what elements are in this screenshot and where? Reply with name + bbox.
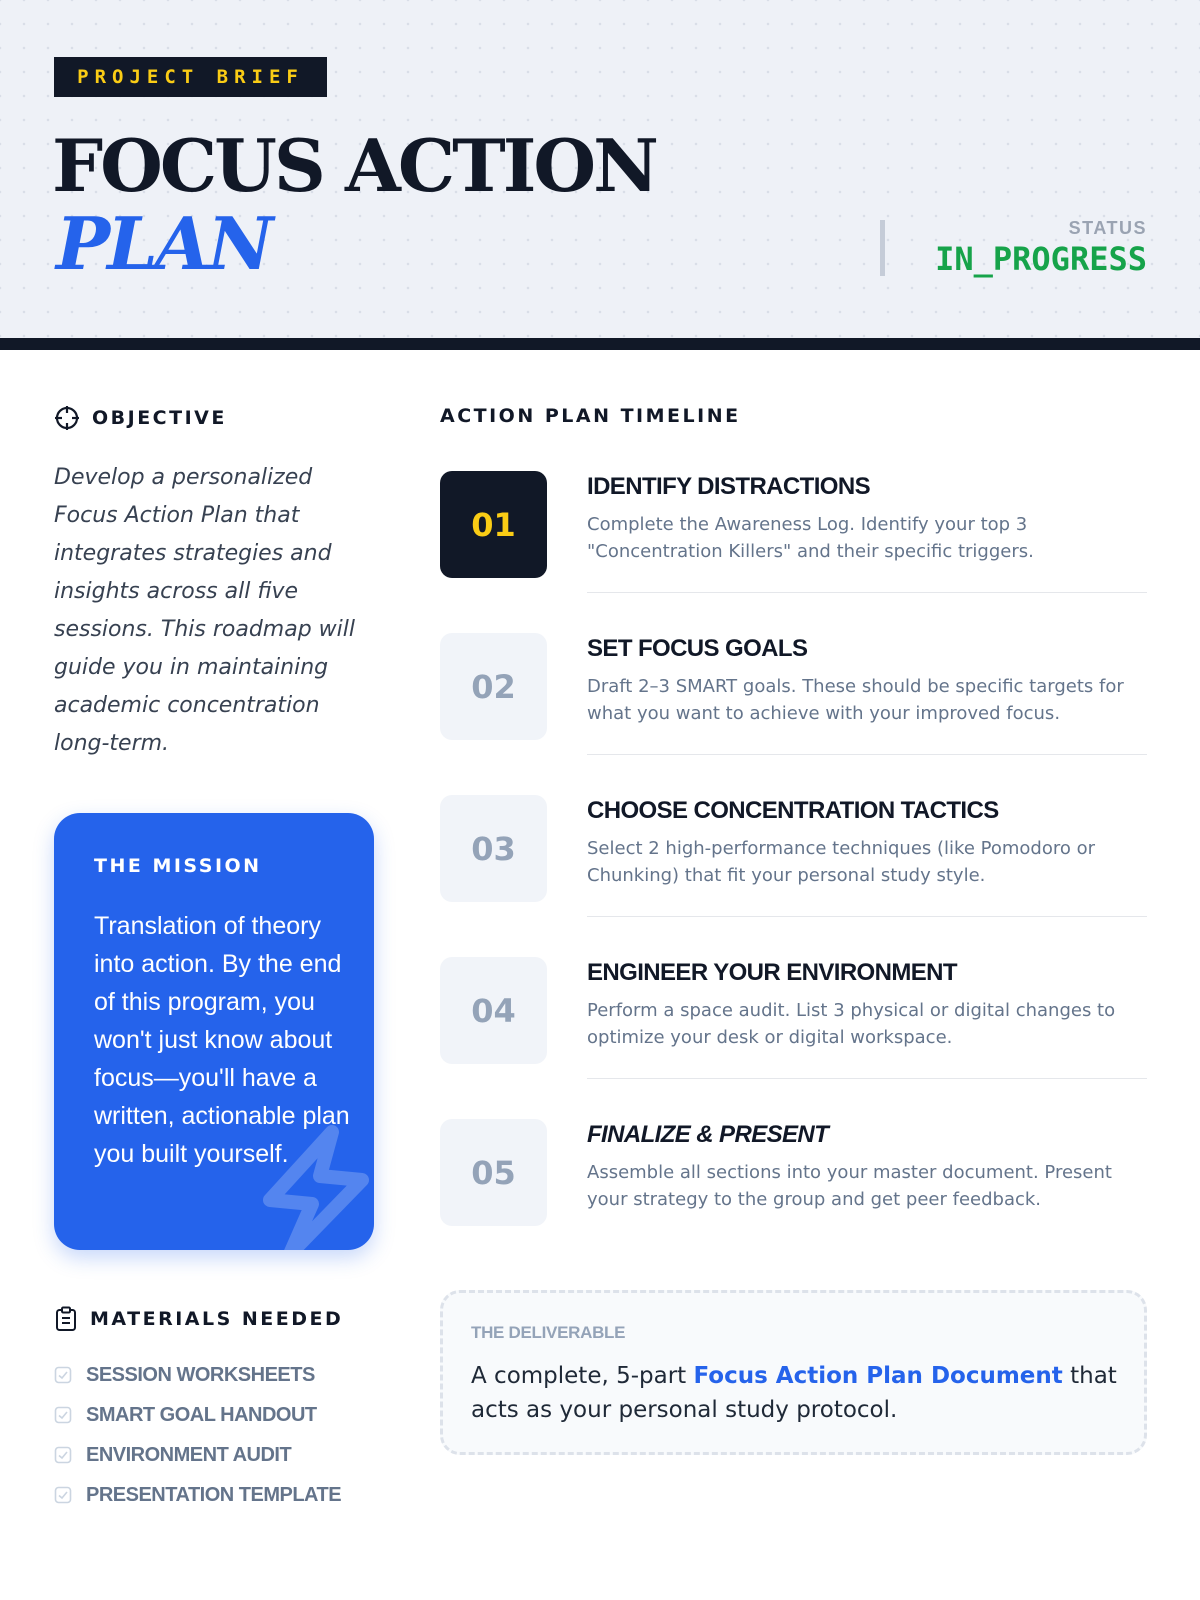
checkbox-icon xyxy=(54,1486,72,1504)
status-value: IN_PROGRESS xyxy=(935,240,1147,278)
crosshair-icon xyxy=(54,405,80,431)
timeline-step-1 xyxy=(440,471,1147,633)
step-title: CHOOSE CONCENTRATION TACTICS xyxy=(587,797,999,824)
timeline-step-4 xyxy=(440,957,1147,1119)
step-description: Select 2 high-performance techniques (like Pomodoro or Chunking) that fit your personal study style. xyxy=(587,838,1095,886)
step-number: 05 xyxy=(440,1119,547,1226)
materials-list xyxy=(54,1355,341,1515)
header-divider-bar xyxy=(0,338,1200,350)
materials-heading-label: MATERIALS NEEDED xyxy=(90,1308,344,1330)
material-item-label: ENVIRONMENT AUDIT xyxy=(86,1443,292,1466)
step-description: Complete the Awareness Log. Identify your top 3 "Concentration Killers" and their specific triggers. xyxy=(587,514,1034,562)
material-item-label: SMART GOAL HANDOUT xyxy=(86,1403,317,1426)
mission-title: THE MISSION xyxy=(94,855,262,877)
deliverable-box xyxy=(440,1290,1147,1455)
deliverable-text-after: that acts as your personal study protocol. xyxy=(471,1363,1117,1423)
objective-text: Develop a personalized Focus Action Plan that integrates strategies and insights across all five sessions. This roadmap will guide you in maintaining academic concentration long-term. xyxy=(54,465,355,756)
step-description: Draft 2–3 SMART goals. These should be specific targets for what you want to achieve with your improved focus. xyxy=(587,676,1124,724)
material-item-label: PRESENTATION TEMPLATE xyxy=(86,1483,342,1506)
material-item-label: SESSION WORKSHEETS xyxy=(86,1363,315,1386)
step-number: 04 xyxy=(440,957,547,1064)
material-item xyxy=(54,1395,341,1435)
deliverable-text-before: A complete, 5-part xyxy=(471,1363,694,1389)
step-divider xyxy=(587,754,1147,755)
materials-heading xyxy=(54,1306,343,1332)
objective-heading-label: OBJECTIVE xyxy=(92,407,227,429)
page-title-line1: FOCUS ACTION xyxy=(52,123,656,208)
material-item xyxy=(54,1435,341,1475)
step-description: Assemble all sections into your master document. Present your strategy to the group and get peer feedback. xyxy=(587,1162,1112,1210)
material-item xyxy=(54,1475,341,1515)
step-description: Perform a space audit. List 3 physical or digital changes to optimize your desk or digital workspace. xyxy=(587,1000,1116,1048)
step-number: 03 xyxy=(440,795,547,902)
step-title: ENGINEER YOUR ENVIRONMENT xyxy=(587,959,957,986)
project-brief-badge: PROJECT BRIEF xyxy=(54,57,327,97)
status-label: STATUS xyxy=(1068,218,1147,238)
status-divider xyxy=(880,220,885,276)
deliverable-text xyxy=(471,1359,1121,1427)
page-title-line2: PLAN xyxy=(56,201,271,286)
objective-heading xyxy=(54,405,227,431)
timeline-heading: ACTION PLAN TIMELINE xyxy=(440,405,741,427)
step-title: SET FOCUS GOALS xyxy=(587,635,808,662)
mission-text: Translation of theory into action. By the end of this program, you won't just know about focus—you'll have a written, actionable plan you built yourself. xyxy=(94,912,350,1168)
step-divider xyxy=(587,592,1147,593)
checkbox-icon xyxy=(54,1406,72,1424)
step-title: IDENTIFY DISTRACTIONS xyxy=(587,473,870,500)
checkbox-icon xyxy=(54,1366,72,1384)
timeline-step-2 xyxy=(440,633,1147,795)
step-number: 02 xyxy=(440,633,547,740)
deliverable-highlight: Focus Action Plan Document xyxy=(693,1363,1063,1389)
page-header xyxy=(0,0,1200,338)
lightning-bolt-icon xyxy=(250,1122,374,1250)
step-divider xyxy=(587,916,1147,917)
step-divider xyxy=(587,1078,1147,1079)
step-title: FINALIZE & PRESENT xyxy=(587,1121,829,1148)
deliverable-label: THE DELIVERABLE xyxy=(471,1323,626,1342)
material-item xyxy=(54,1355,341,1395)
clipboard-icon xyxy=(54,1306,78,1332)
checkbox-icon xyxy=(54,1446,72,1464)
step-number: 01 xyxy=(440,471,547,578)
timeline-step-5 xyxy=(440,1119,1147,1281)
timeline-step-3 xyxy=(440,795,1147,957)
mission-card xyxy=(54,813,374,1250)
